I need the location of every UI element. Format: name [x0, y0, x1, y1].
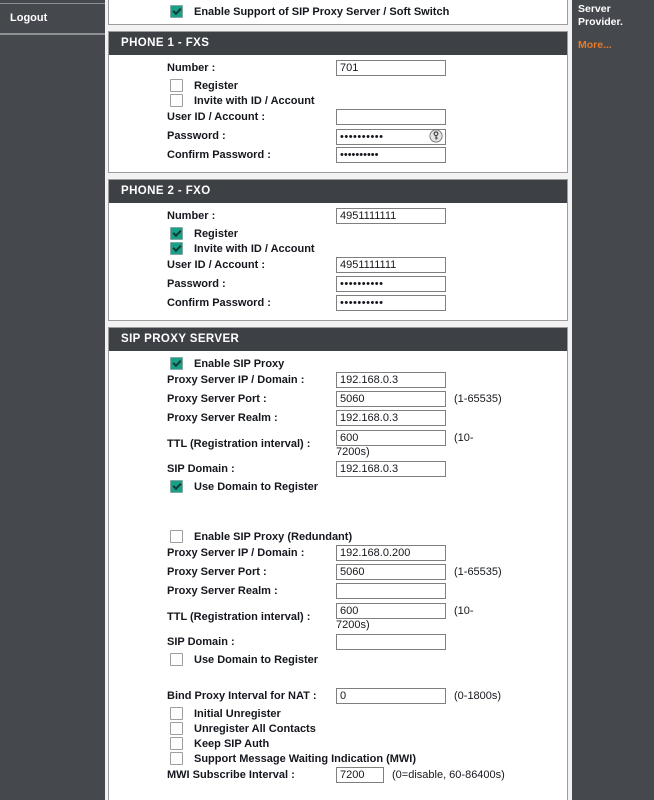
- redundant-proxy-port-label: Proxy Server Port :: [167, 566, 267, 578]
- proxy-ip-row: [167, 372, 567, 388]
- proxy-ttl-input[interactable]: [336, 430, 446, 446]
- mwi-subscribe-interval-label: MWI Subscribe Interval :: [167, 769, 295, 781]
- phone2-invite-row: [170, 242, 567, 255]
- enable-sip-proxy-redundant-checkbox[interactable]: [170, 530, 183, 543]
- phone1-invite-row: [170, 94, 567, 107]
- enable-sip-proxy-label: Enable SIP Proxy: [194, 357, 285, 370]
- initial-unregister-checkbox[interactable]: [170, 707, 183, 720]
- proxy-ttl-hint-below: 7200s): [336, 445, 370, 458]
- redundant-proxy-ttl-hint-below: 7200s): [336, 618, 370, 631]
- phone1-userid-label: User ID / Account :: [167, 111, 265, 123]
- redundant-sip-domain-row: [167, 634, 567, 650]
- help-text: Server Provider.: [578, 3, 623, 28]
- phone2-userid-label: User ID / Account :: [167, 259, 265, 271]
- sip-domain-input[interactable]: [336, 461, 446, 477]
- proxy-realm-row: [167, 410, 567, 426]
- proxy-realm-label: Proxy Server Realm :: [167, 412, 278, 424]
- phone2-password-row: [167, 276, 567, 292]
- mwi-subscribe-interval-hint: (0=disable, 60-86400s): [392, 769, 505, 781]
- redundant-proxy-ip-input[interactable]: [336, 545, 446, 561]
- help-sidebar: [572, 0, 654, 800]
- more-link[interactable]: More...: [578, 39, 612, 51]
- phone2-password-input[interactable]: [336, 276, 446, 292]
- unregister-all-row: [170, 722, 567, 735]
- phone2-password-label: Password :: [167, 278, 226, 290]
- redundant-proxy-ip-label: Proxy Server IP / Domain :: [167, 547, 305, 559]
- sip-proxy-section-title: SIP PROXY SERVER: [109, 328, 567, 351]
- keep-sip-auth-checkbox[interactable]: [170, 737, 183, 750]
- redundant-proxy-ttl-hint-right: (10-: [454, 604, 474, 617]
- redundant-use-domain-row: [170, 653, 567, 666]
- proxy-port-input[interactable]: [336, 391, 446, 407]
- use-domain-row: [170, 480, 567, 493]
- support-mwi-checkbox[interactable]: [170, 752, 183, 765]
- redundant-use-domain-label: Use Domain to Register: [194, 653, 319, 666]
- phone2-register-label: Register: [194, 227, 239, 240]
- phone1-invite-checkbox[interactable]: [170, 94, 183, 107]
- enable-sip-proxy-redundant-row: [170, 530, 567, 543]
- phone1-number-input[interactable]: [336, 60, 446, 76]
- phone1-confirm-password-input[interactable]: [336, 147, 446, 163]
- phone1-register-row: [170, 79, 567, 92]
- initial-unregister-label: Initial Unregister: [194, 707, 281, 720]
- proxy-ip-label: Proxy Server IP / Domain :: [167, 374, 305, 386]
- redundant-proxy-ttl-label: TTL (Registration interval) :: [167, 610, 311, 623]
- bind-proxy-interval-hint: (0-1800s): [454, 690, 502, 702]
- proxy-port-row: [167, 391, 567, 407]
- phone1-number-row: [167, 60, 567, 76]
- main-content: [108, 0, 568, 800]
- phone2-confirm-password-input[interactable]: [336, 295, 446, 311]
- phone2-confirm-label: Confirm Password :: [167, 297, 271, 309]
- phone1-password-row: [167, 128, 567, 144]
- redundant-proxy-ttl-input[interactable]: [336, 603, 446, 619]
- redundant-proxy-port-input[interactable]: [336, 564, 446, 580]
- support-mwi-label: Support Message Waiting Indication (MWI): [194, 752, 417, 765]
- spacer: [109, 495, 567, 529]
- phone1-password-label: Password :: [167, 130, 226, 142]
- redundant-proxy-realm-input[interactable]: [336, 583, 446, 599]
- sip-domain-label: SIP Domain :: [167, 463, 235, 475]
- enable-sip-proxy-checkbox[interactable]: [170, 357, 183, 370]
- phone2-register-checkbox[interactable]: [170, 227, 183, 240]
- phone2-section-title: PHONE 2 - FXO: [109, 180, 567, 203]
- bind-proxy-interval-row: [167, 688, 567, 704]
- redundant-proxy-ip-row: [167, 545, 567, 561]
- initial-unregister-row: [170, 707, 567, 720]
- bind-proxy-interval-input[interactable]: [336, 688, 446, 704]
- enable-sip-proxy-redundant-label: Enable SIP Proxy (Redundant): [194, 530, 353, 543]
- redundant-sip-domain-input[interactable]: [336, 634, 446, 650]
- use-domain-label: Use Domain to Register: [194, 480, 319, 493]
- redundant-proxy-port-row: [167, 564, 567, 580]
- bind-proxy-interval-label: Bind Proxy Interval for NAT :: [167, 690, 317, 702]
- unregister-all-label: Unregister All Contacts: [194, 722, 316, 735]
- redundant-sip-domain-label: SIP Domain :: [167, 636, 235, 648]
- enable-support-checkbox[interactable]: [170, 5, 183, 18]
- use-domain-checkbox[interactable]: [170, 480, 183, 493]
- redundant-proxy-port-hint: (1-65535): [454, 566, 502, 578]
- proxy-realm-input[interactable]: [336, 410, 446, 426]
- mwi-subscribe-interval-row: [167, 767, 567, 783]
- unregister-all-checkbox[interactable]: [170, 722, 183, 735]
- phone2-invite-checkbox[interactable]: [170, 242, 183, 255]
- redundant-proxy-realm-label: Proxy Server Realm :: [167, 585, 278, 597]
- phone2-confirm-row: [167, 295, 567, 311]
- proxy-port-hint: (1-65535): [454, 393, 502, 405]
- password-reveal-key-icon[interactable]: [429, 129, 443, 143]
- phone2-number-input[interactable]: [336, 208, 446, 224]
- sip-proxy-section: [108, 327, 568, 800]
- redundant-proxy-ttl-row: [167, 602, 567, 631]
- phone1-register-label: Register: [194, 79, 239, 92]
- redundant-use-domain-checkbox[interactable]: [170, 653, 183, 666]
- sip-domain-row: [167, 461, 567, 477]
- phone2-section: [108, 179, 568, 321]
- phone1-number-label: Number :: [167, 62, 216, 74]
- phone1-invite-label: Invite with ID / Account: [194, 94, 315, 107]
- support-mwi-row: [170, 752, 567, 765]
- phone1-register-checkbox[interactable]: [170, 79, 183, 92]
- redundant-proxy-realm-row: [167, 583, 567, 599]
- proxy-port-label: Proxy Server Port :: [167, 393, 267, 405]
- phone1-section-title: PHONE 1 - FXS: [109, 32, 567, 55]
- proxy-ttl-row: [167, 429, 567, 458]
- proxy-ttl-hint-right: (10-: [454, 431, 474, 444]
- enable-sip-proxy-row: [170, 357, 567, 370]
- phone1-userid-input[interactable]: [336, 109, 446, 125]
- phone1-userid-row: [167, 109, 567, 125]
- phone2-invite-label: Invite with ID / Account: [194, 242, 315, 255]
- phone1-confirm-label: Confirm Password :: [167, 149, 271, 161]
- phone1-confirm-row: [167, 147, 567, 163]
- proxy-ttl-label: TTL (Registration interval) :: [167, 437, 311, 450]
- enable-support-row: [170, 5, 567, 18]
- phone2-register-row: [170, 227, 567, 240]
- left-sidebar: [0, 0, 105, 800]
- global-settings-section: [108, 0, 568, 25]
- phone2-number-row: [167, 208, 567, 224]
- keep-sip-auth-row: [170, 737, 567, 750]
- keep-sip-auth-label: Keep SIP Auth: [194, 737, 270, 750]
- logout-button[interactable]: Logout: [0, 4, 105, 35]
- mwi-subscribe-interval-input[interactable]: [336, 767, 384, 783]
- phone2-userid-row: [167, 257, 567, 273]
- proxy-ip-input[interactable]: [336, 372, 446, 388]
- phone2-number-label: Number :: [167, 210, 216, 222]
- enable-support-label: Enable Support of SIP Proxy Server / Soft Switch: [194, 5, 450, 18]
- phone1-section: [108, 31, 568, 173]
- spacer: [109, 668, 567, 688]
- phone2-userid-input[interactable]: [336, 257, 446, 273]
